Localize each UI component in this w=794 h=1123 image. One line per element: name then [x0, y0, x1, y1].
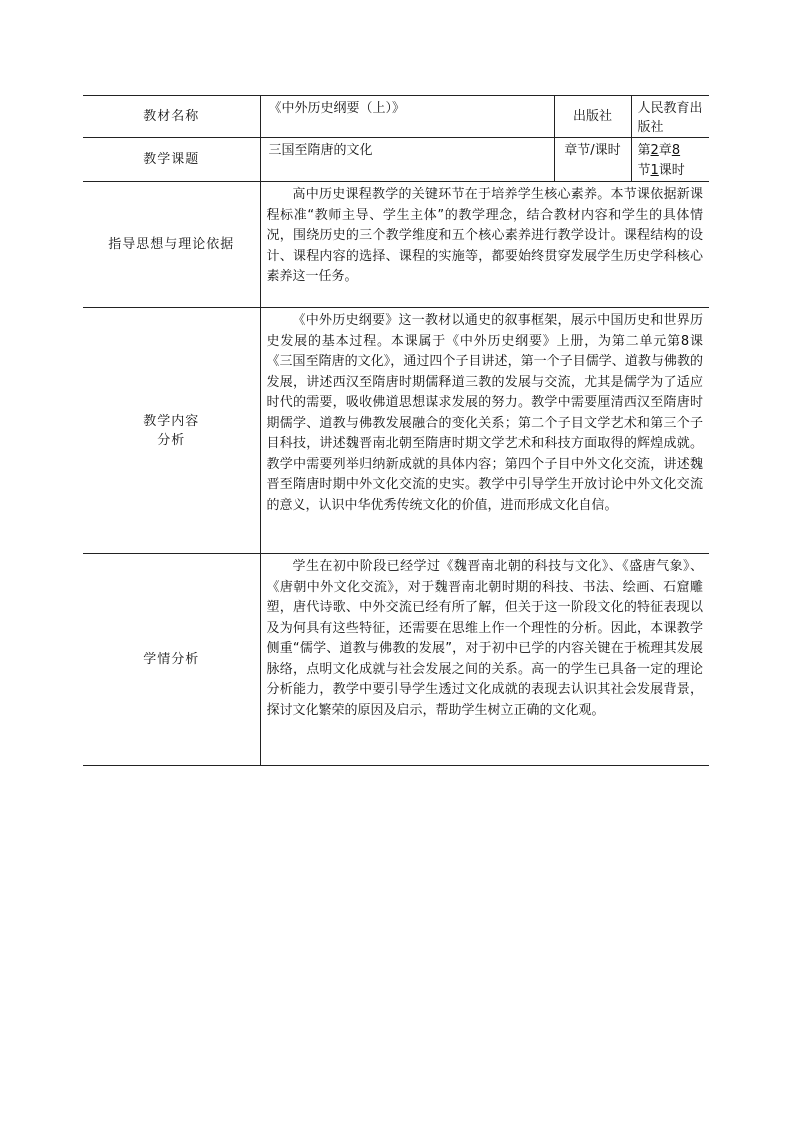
learner-analysis-label: 学情分析	[83, 554, 260, 766]
lesson-number: 8	[671, 143, 681, 158]
chapter-prefix: 第	[637, 143, 651, 158]
learner-row	[83, 554, 709, 766]
hours-number: 1	[650, 163, 659, 178]
guiding-label: 指导思想与理论依据	[83, 182, 260, 308]
lesson-plan-table	[83, 95, 709, 766]
textbook-name-value: 《中外历史纲要（上）》	[260, 96, 554, 138]
topic-row	[83, 138, 709, 182]
lesson-plan-sheet	[83, 95, 709, 766]
content-analysis-paragraph: 《中外历史纲要》这一教材以通史的叙事框架，展示中国历史和世界历史发展的基本过程。本课属于《中外历史纲要》上册，为第二单元第8课《三国至隋唐的文化》，通过四个子目讲述，第一个子目儒学、道教与佛教的发展，讲述西汉至隋唐时期儒释道三教的发展与交流，尤其是儒学为了适应时代的需要，吸收佛道思想谋求发展的努力。教学中需要厘清西汉至隋唐时期儒学、道教与佛教发展融合的变化关系；第二个子目文学艺术和第三个子目科技，讲述魏晋南北朝至隋唐时期文学艺术和科技方面取得的辉煌成就。教学中需要列举归纳新成就的具体内容；第四个子目中外文化交流，讲述魏晋至隋唐时期中外文化交流的史实。教学中引导学生开放讨论中外文化交流的意义，认识中华优秀传统文化的价值，进而形成文化自信。	[266, 313, 703, 513]
content-analysis-label-line2: 分析	[157, 432, 186, 448]
content-analysis-text	[260, 308, 709, 554]
section-hours-label: 章节/课时	[554, 138, 631, 182]
content-analysis-label	[83, 308, 260, 554]
learner-analysis-text	[260, 554, 709, 766]
guiding-text	[260, 182, 709, 308]
hours-word: 课时	[658, 163, 685, 178]
lesson-topic-label: 教学课题	[83, 138, 260, 182]
chapter-number: 2	[650, 143, 659, 158]
guiding-paragraph: 高中历史课程教学的关键环节在于培养学生核心素养。本节课依据新课程标准“教师主导、学生主体”的教学理念，结合教材内容和学生的具体情况，围绕历史的三个教学维度和五个核心素养进行教学设计。课程结构的设计、课程内容的选择、课程的实施等，都要始终贯穿发展学生历史学科核心素养这一任务。	[266, 187, 703, 284]
section-word: 节	[637, 163, 651, 178]
textbook-row	[83, 96, 709, 138]
publisher-label: 出版社	[554, 96, 631, 138]
textbook-name-label: 教材名称	[83, 96, 260, 138]
chapter-word: 章	[658, 143, 672, 158]
section-hours-value	[631, 138, 709, 182]
lesson-topic-value: 三国至隋唐的文化	[260, 138, 554, 182]
content-row	[83, 308, 709, 554]
content-analysis-label-line1: 教学内容	[143, 413, 200, 429]
learner-analysis-paragraph: 学生在初中阶段已经学过《魏晋南北朝的科技与文化》、《盛唐气象》、《唐朝中外文化交流》，对于魏晋南北朝时期的科技、书法、绘画、石窟雕塑，唐代诗歌、中外交流已经有所了解，但关于这一阶段文化的特征表现以及为何具有这些特征，还需要在思维上作一个理性的分析。因此，本课教学侧重“儒学、道教与佛教的发展”，对于初中已学的内容关键在于梳理其发展脉络，点明文化成就与社会发展之间的关系。高一的学生已具备一定的理论分析能力，教学中要引导学生透过文化成就的表现去认识其社会发展背景，探讨文化繁荣的原因及启示，帮助学生树立正确的文化观。	[266, 559, 703, 718]
guiding-row	[83, 182, 709, 308]
publisher-value: 人民教育出版社	[631, 96, 709, 138]
